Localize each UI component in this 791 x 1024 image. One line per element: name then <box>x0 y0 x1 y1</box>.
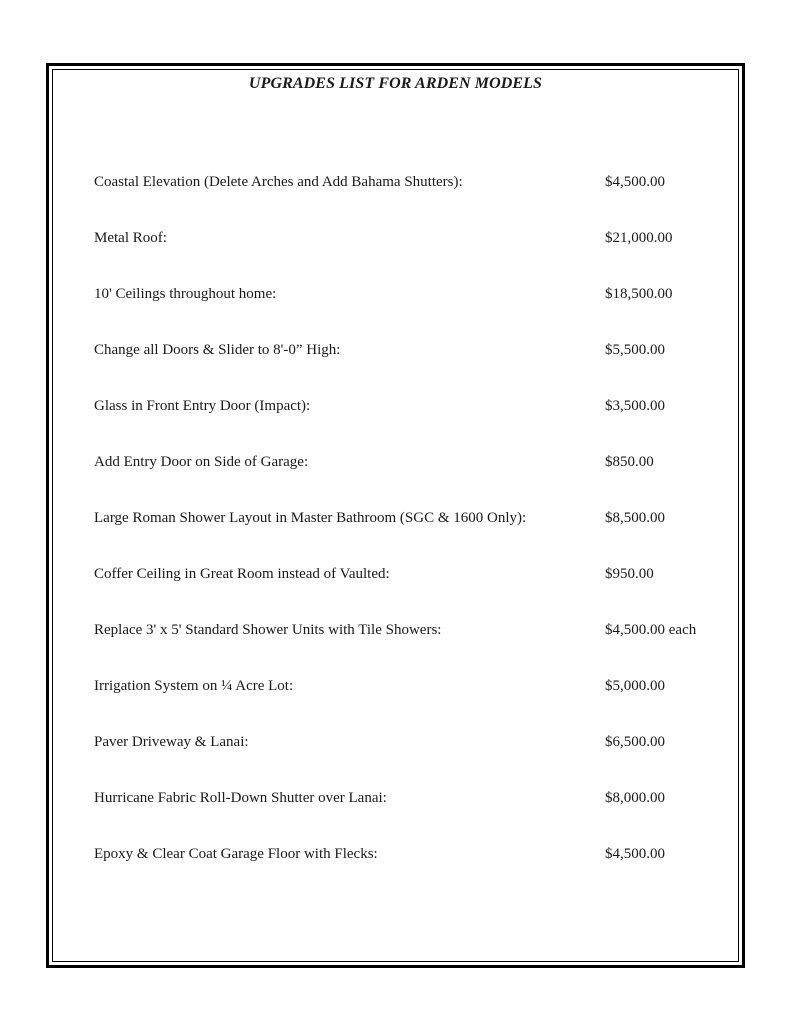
upgrade-price: $5,000.00 <box>605 678 665 694</box>
upgrade-row <box>94 564 754 584</box>
upgrade-price: $4,500.00 each <box>605 622 697 638</box>
upgrade-price: $6,500.00 <box>605 734 665 750</box>
upgrade-label: Glass in Front Entry Door (Impact): <box>94 398 311 414</box>
document-title: UPGRADES LIST FOR ARDEN MODELS <box>248 75 543 92</box>
upgrade-label: Metal Roof: <box>94 230 167 246</box>
upgrade-row <box>94 508 754 528</box>
upgrade-row <box>94 284 754 304</box>
upgrade-row <box>94 620 754 640</box>
upgrade-label: Coastal Elevation (Delete Arches and Add Bahama Shutters): <box>94 174 463 190</box>
upgrade-row <box>94 676 754 696</box>
upgrade-price: $5,500.00 <box>605 342 665 358</box>
upgrade-row <box>94 452 754 472</box>
upgrade-row <box>94 732 754 752</box>
upgrade-label: Epoxy & Clear Coat Garage Floor with Flecks: <box>94 846 378 862</box>
upgrade-row <box>94 172 754 192</box>
upgrade-label: Coffer Ceiling in Great Room instead of Vaulted: <box>94 566 390 582</box>
upgrade-row <box>94 788 754 808</box>
upgrade-label: Irrigation System on ¼ Acre Lot: <box>94 678 294 694</box>
upgrade-price: $4,500.00 <box>605 174 665 190</box>
upgrade-label: Replace 3' x 5' Standard Shower Units with Tile Showers: <box>94 622 442 638</box>
upgrade-price: $3,500.00 <box>605 398 665 414</box>
upgrade-row <box>94 228 754 248</box>
upgrade-price: $950.00 <box>605 566 654 582</box>
upgrade-price: $850.00 <box>605 454 654 470</box>
upgrade-label: Change all Doors & Slider to 8'-0” High: <box>94 342 341 358</box>
upgrade-label: 10' Ceilings throughout home: <box>94 286 277 302</box>
upgrade-price: $4,500.00 <box>605 846 665 862</box>
upgrade-label: Large Roman Shower Layout in Master Bathroom (SGC & 1600 Only): <box>94 510 527 526</box>
upgrade-row <box>94 340 754 360</box>
upgrade-price: $21,000.00 <box>605 230 673 246</box>
upgrade-label: Add Entry Door on Side of Garage: <box>94 454 309 470</box>
upgrade-label: Paver Driveway & Lanai: <box>94 734 249 750</box>
upgrade-row <box>94 844 754 864</box>
upgrade-label: Hurricane Fabric Roll-Down Shutter over Lanai: <box>94 790 387 806</box>
upgrade-price: $8,000.00 <box>605 790 665 806</box>
upgrade-row <box>94 396 754 416</box>
upgrade-price: $18,500.00 <box>605 286 673 302</box>
upgrade-price: $8,500.00 <box>605 510 665 526</box>
